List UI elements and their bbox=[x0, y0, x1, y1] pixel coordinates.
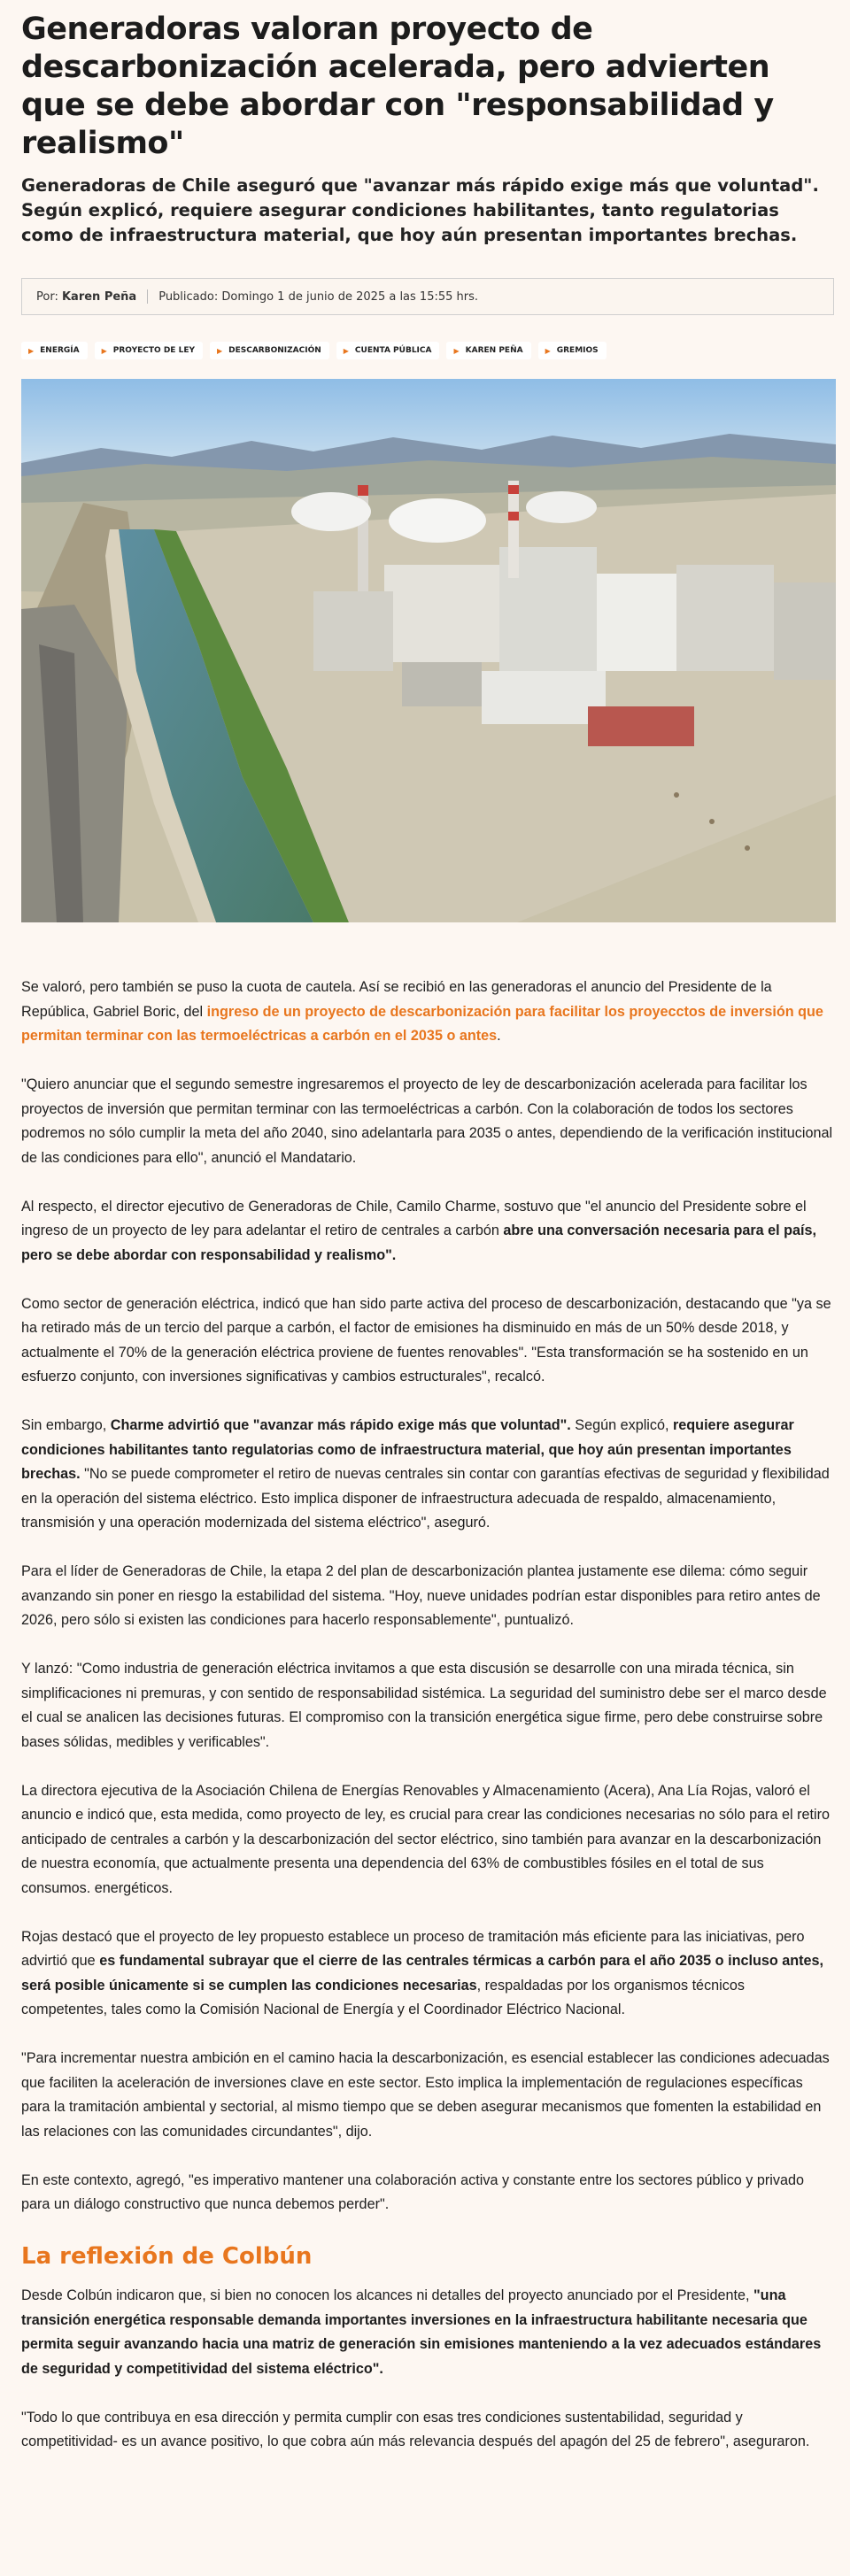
tag-karen-pena[interactable]: ▶ KAREN PEÑA bbox=[446, 342, 530, 359]
article-subtitle: Generadoras de Chile aseguró que "avanzar más rápido exige más que voluntad". Según explicó, requiere asegurar condiciones habilitantes, tanto regulatorias como de infraestructura material, que hoy aún presentan importantes brechas. bbox=[21, 175, 819, 245]
paragraph: Sin embargo, Charme advirtió que "avanzar más rápido exige más que voluntad". Según explicó, requiere asegurar condiciones habilitantes tanto regulatorias como de infraestructura material, que hoy aún presentan importantes brechas. "No se puede comprometer el retiro de nuevas centrales sin contar con garantías efectivas de seguridad y flexibilidad en la operación del sistema eléctrico. Esto implica disponer de infraestructura adecuada de respaldo, almacenamiento, transmisión y una operación modernizada del sistema eléctrico", aseguró. bbox=[21, 1417, 830, 1531]
paragraph: La directora ejecutiva de la Asociación Chilena de Energías Renovables y Almacenamiento (Acera), Ana Lía Rojas, valoró el anuncio e indicó que, esta medida, como proyecto de ley, es crucial para crear las condiciones necesarias no sólo para el retiro anticipado de centrales a carbón y la descarbonización del sector eléctrico, sino también para avanzar en la descarbonización de nuestra economía, que actualmente presenta una dependencia del 63% de combustibles fósiles en el total de sus consumos. energéticos. bbox=[21, 1782, 830, 1896]
caret-right-icon: ▶ bbox=[343, 346, 349, 355]
tag-list bbox=[21, 342, 836, 359]
article-page bbox=[0, 11, 850, 2455]
paragraph: "Quiero anunciar que el segundo semestre ingresaremos el proyecto de ley de descarbonización acelerada para facilitar los proyectos de inversión que permitan terminar con las termoeléctricas a carbón. Con la colaboración de todos los sectores podremos no sólo cumplir la meta del año 2040, sino adelantarla para 2035 o antes, dependiendo de la verificación institucional de las condiciones para ello", anunció el Mandatario. bbox=[21, 1076, 833, 1166]
tag-descarbonizacion[interactable]: ▶ DESCARBONIZACIÓN bbox=[210, 342, 329, 359]
paragraph: Se valoró, pero también se puso la cuota de cautela. Así se recibió en las generadoras el anuncio del Presidente de la República, Gabriel Boric, del ingreso de un proyecto de descarbonización para facilitar los proyecctos de inversión que permitan terminar con las termoeléctricas a carbón en el 2035 o antes. bbox=[21, 979, 823, 1044]
hero-image-power-plant bbox=[21, 379, 836, 922]
meta-divider bbox=[147, 289, 148, 304]
caret-right-icon: ▶ bbox=[545, 346, 551, 355]
inline-link-descarbonizacion[interactable]: ingreso de un proyecto de descarbonización para facilitar los proyecctos de inversión que permitan terminar con las termoeléctricas a carbón en el 2035 o antes bbox=[21, 1003, 823, 1044]
paragraph: Rojas destacó que el proyecto de ley propuesto establece un proceso de tramitación más eficiente para las iniciativas, pero advirtió que es fundamental subrayar que el cierre de las centrales térmicas a carbón para el año 2035 o incluso antes, será posible únicamente si se cumplen las condiciones necesarias, respaldadas por los organismos técnicos competentes, tales como la Comisión Nacional de Energía y el Coordinador Eléctrico Nacional. bbox=[21, 1928, 824, 2017]
article-meta bbox=[21, 278, 834, 315]
paragraph: Al respecto, el director ejecutivo de Generadoras de Chile, Camilo Charme, sostuvo que "el anuncio del Presidente sobre el ingreso de un proyecto de ley para adelantar el retiro de centrales a carbón abre una conversación necesaria para el país, pero se debe abordar con responsabilidad y realismo". bbox=[21, 1198, 817, 1263]
caret-right-icon: ▶ bbox=[28, 346, 35, 355]
tag-gremios[interactable]: ▶ GREMIOS bbox=[538, 342, 607, 359]
paragraph: "Todo lo que contribuya en esa dirección y permita cumplir con esas tres condiciones sustentabilidad, seguridad y competitividad- es un avance positivo, lo que cobra aún más relevancia después del apagón del 25 de febrero", aseguraron. bbox=[21, 2409, 810, 2449]
paragraph: Y lanzó: "Como industria de generación eléctrica invitamos a que esta discusión se desarrolle con una mirada técnica, sin simplificaciones ni premuras, y con sentido de responsabilidad sistémica. La seguridad del suministro debe ser el marco desde el cual se analicen las decisiones futuras. El compromiso con la transición energética sigue firme, pero debe construirse sobre bases sólidas, medibles y verificables". bbox=[21, 1661, 827, 1750]
tag-energia[interactable]: ▶ ENERGÍA bbox=[21, 342, 88, 359]
publish-date: Publicado: Domingo 1 de junio de 2025 a las 15:55 hrs. bbox=[158, 289, 479, 304]
byline bbox=[36, 290, 136, 304]
paragraph: Como sector de generación eléctrica, indicó que han sido parte activa del proceso de descarbonización, destacando que "ya se ha retirado más de un tercio del parque a carbón, el factor de emisiones ha disminuido en más de un 50% desde 2018, y actualmente el 70% de la generación eléctrica proviene de fuentes renovables". "Esta transformación se ha sostenido en un esfuerzo conjunto, con inversiones significativas y cambios estructurales", recalcó. bbox=[21, 1295, 831, 1384]
paragraph: "Para incrementar nuestra ambición en el camino hacia la descarbonización, es esencial establecer las condiciones adecuadas que faciliten la aceleración de inversiones clave en este sector. Esto implica la implementación de regulaciones específicas para la tramitación ambiental y sectorial, al mismo tiempo que se deben asegurar mecanismos que fomenten la estabilidad en las relaciones con las comunidades circundantes", dijo. bbox=[21, 2050, 830, 2140]
article-title: Generadoras valoran proyecto de descarbonización acelerada, pero advierten que se debe abordar con "responsabilidad y realismo" bbox=[21, 12, 774, 161]
caret-right-icon: ▶ bbox=[453, 346, 460, 355]
author-link[interactable]: Karen Peña bbox=[61, 289, 137, 304]
paragraph: En este contexto, agregó, "es imperativo mantener una colaboración activa y constante entre los sectores público y privado para un diálogo constructivo que nunca debemos perder". bbox=[21, 2171, 804, 2212]
section-heading: La reflexión de Colbún bbox=[21, 2243, 313, 2270]
tag-cuenta-publica[interactable]: ▶ CUENTA PÚBLICA bbox=[336, 342, 440, 359]
paragraph: Para el líder de Generadoras de Chile, la etapa 2 del plan de descarbonización plantea justamente ese dilema: cómo seguir avanzando sin poner en riesgo la estabilidad del sistema. "Hoy, nueve unidades podrían estar disponibles para retiro antes de 2026, pero sólo si existen las condiciones para hacerlo responsablemente", puntualizó. bbox=[21, 1563, 821, 1628]
caret-right-icon: ▶ bbox=[101, 346, 107, 355]
paragraph: Desde Colbún indicaron que, si bien no conocen los alcances ni detalles del proyecto anunciado por el Presidente, "una transición energética responsable demanda importantes inversiones en la infraestructura habilitante necesaria que permita seguir avanzando hacia una matriz de generación sin emisiones manteniendo a la vez adecuados estándares de seguridad y competitividad del sistema eléctrico". bbox=[21, 2287, 822, 2377]
caret-right-icon: ▶ bbox=[216, 346, 223, 355]
byline-prefix: Por: bbox=[36, 289, 58, 304]
tag-proyecto-de-ley[interactable]: ▶ PROYECTO DE LEY bbox=[95, 342, 203, 359]
article-body bbox=[21, 976, 834, 2455]
